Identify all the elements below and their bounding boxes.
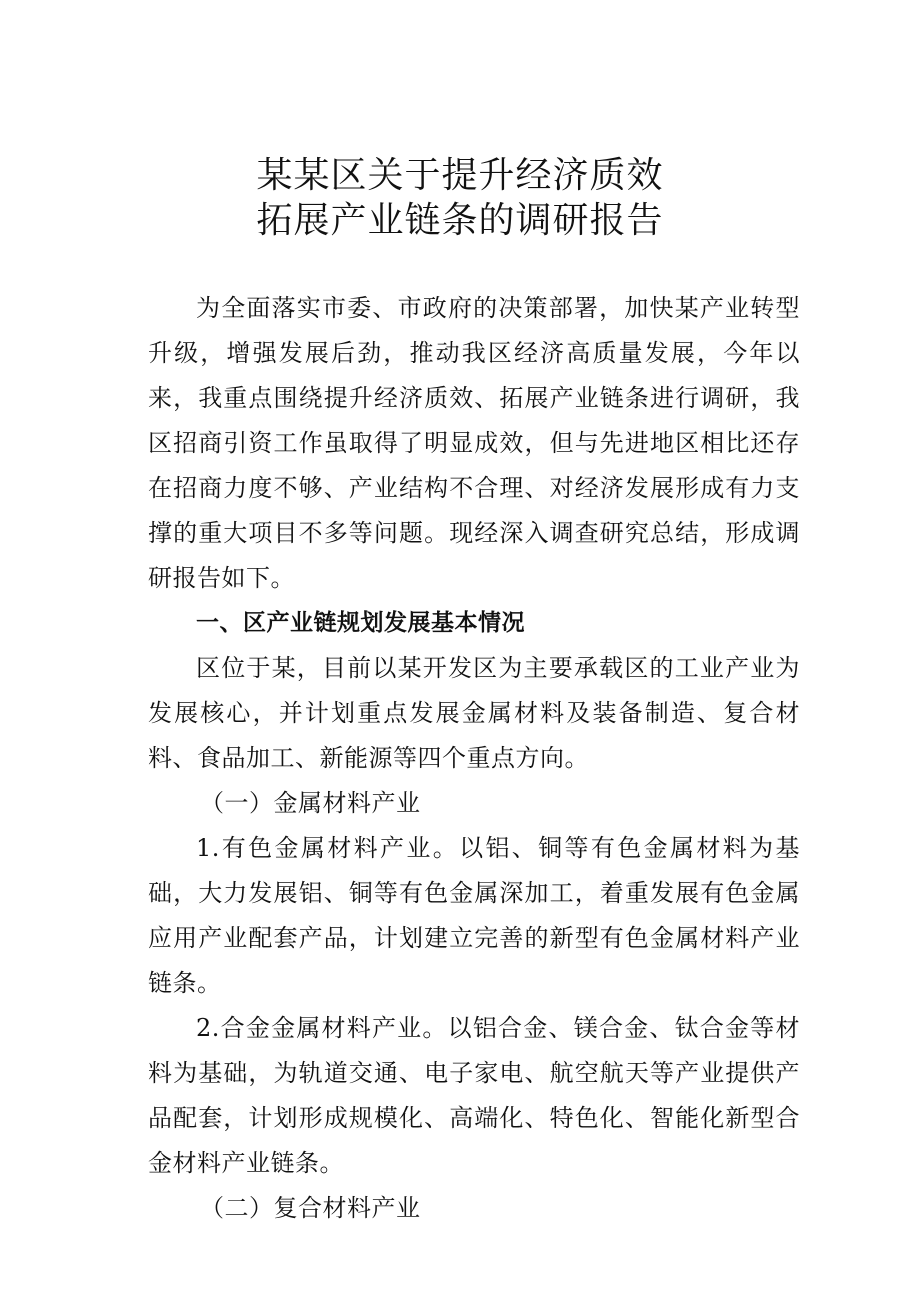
item-paragraph-2: 2.合金金属材料产业。以铝合金、镁合金、钛合金等材料为基础，为轨道交通、电子家电、航空航天等产业提供产品配套，计划形成规模化、高端化、特色化、智能化新型合金材料产业链条。 xyxy=(148,1014,800,1177)
document-body xyxy=(148,286,800,1231)
intro-paragraph: 为全面落实市委、市政府的决策部署，加快某产业转型升级，增强发展后劲，推动我区经济高质量发展，今年以来，我重点围绕提升经济质效、拓展产业链条进行调研，我区招商引资工作虽取得了明显成效，但与先进地区相比还存在招商力度不够、产业结构不合理、对经济发展形成有力支撑的重大项目不多等问题。现经深入调查研究总结，形成调研报告如下。 xyxy=(148,294,800,592)
subsection-heading-composite: （二）复合材料产业 xyxy=(200,1194,421,1222)
section-heading-1: 一、区产业链规划发展基本情况 xyxy=(196,610,525,636)
document-title-line-1: 某某区关于提升经济质效 xyxy=(256,155,664,196)
item-paragraph-1: 1.有色金属材料产业。以铝、铜等有色金属材料为基础，大力发展铝、铜等有色金属深加工，着重发展有色金属应用产业配套产品，计划建立完善的新型有色金属材料产业链条。 xyxy=(148,834,800,997)
subsection-heading-metal: （一）金属材料产业 xyxy=(200,789,421,817)
document-title-line-2: 拓展产业链条的调研报告 xyxy=(256,200,664,241)
section-1-paragraph: 区位于某，目前以某开发区为主要承载区的工业产业为发展核心，并计划重点发展金属材料及装备制造、复合材料、食品加工、新能源等四个重点方向。 xyxy=(148,654,800,772)
